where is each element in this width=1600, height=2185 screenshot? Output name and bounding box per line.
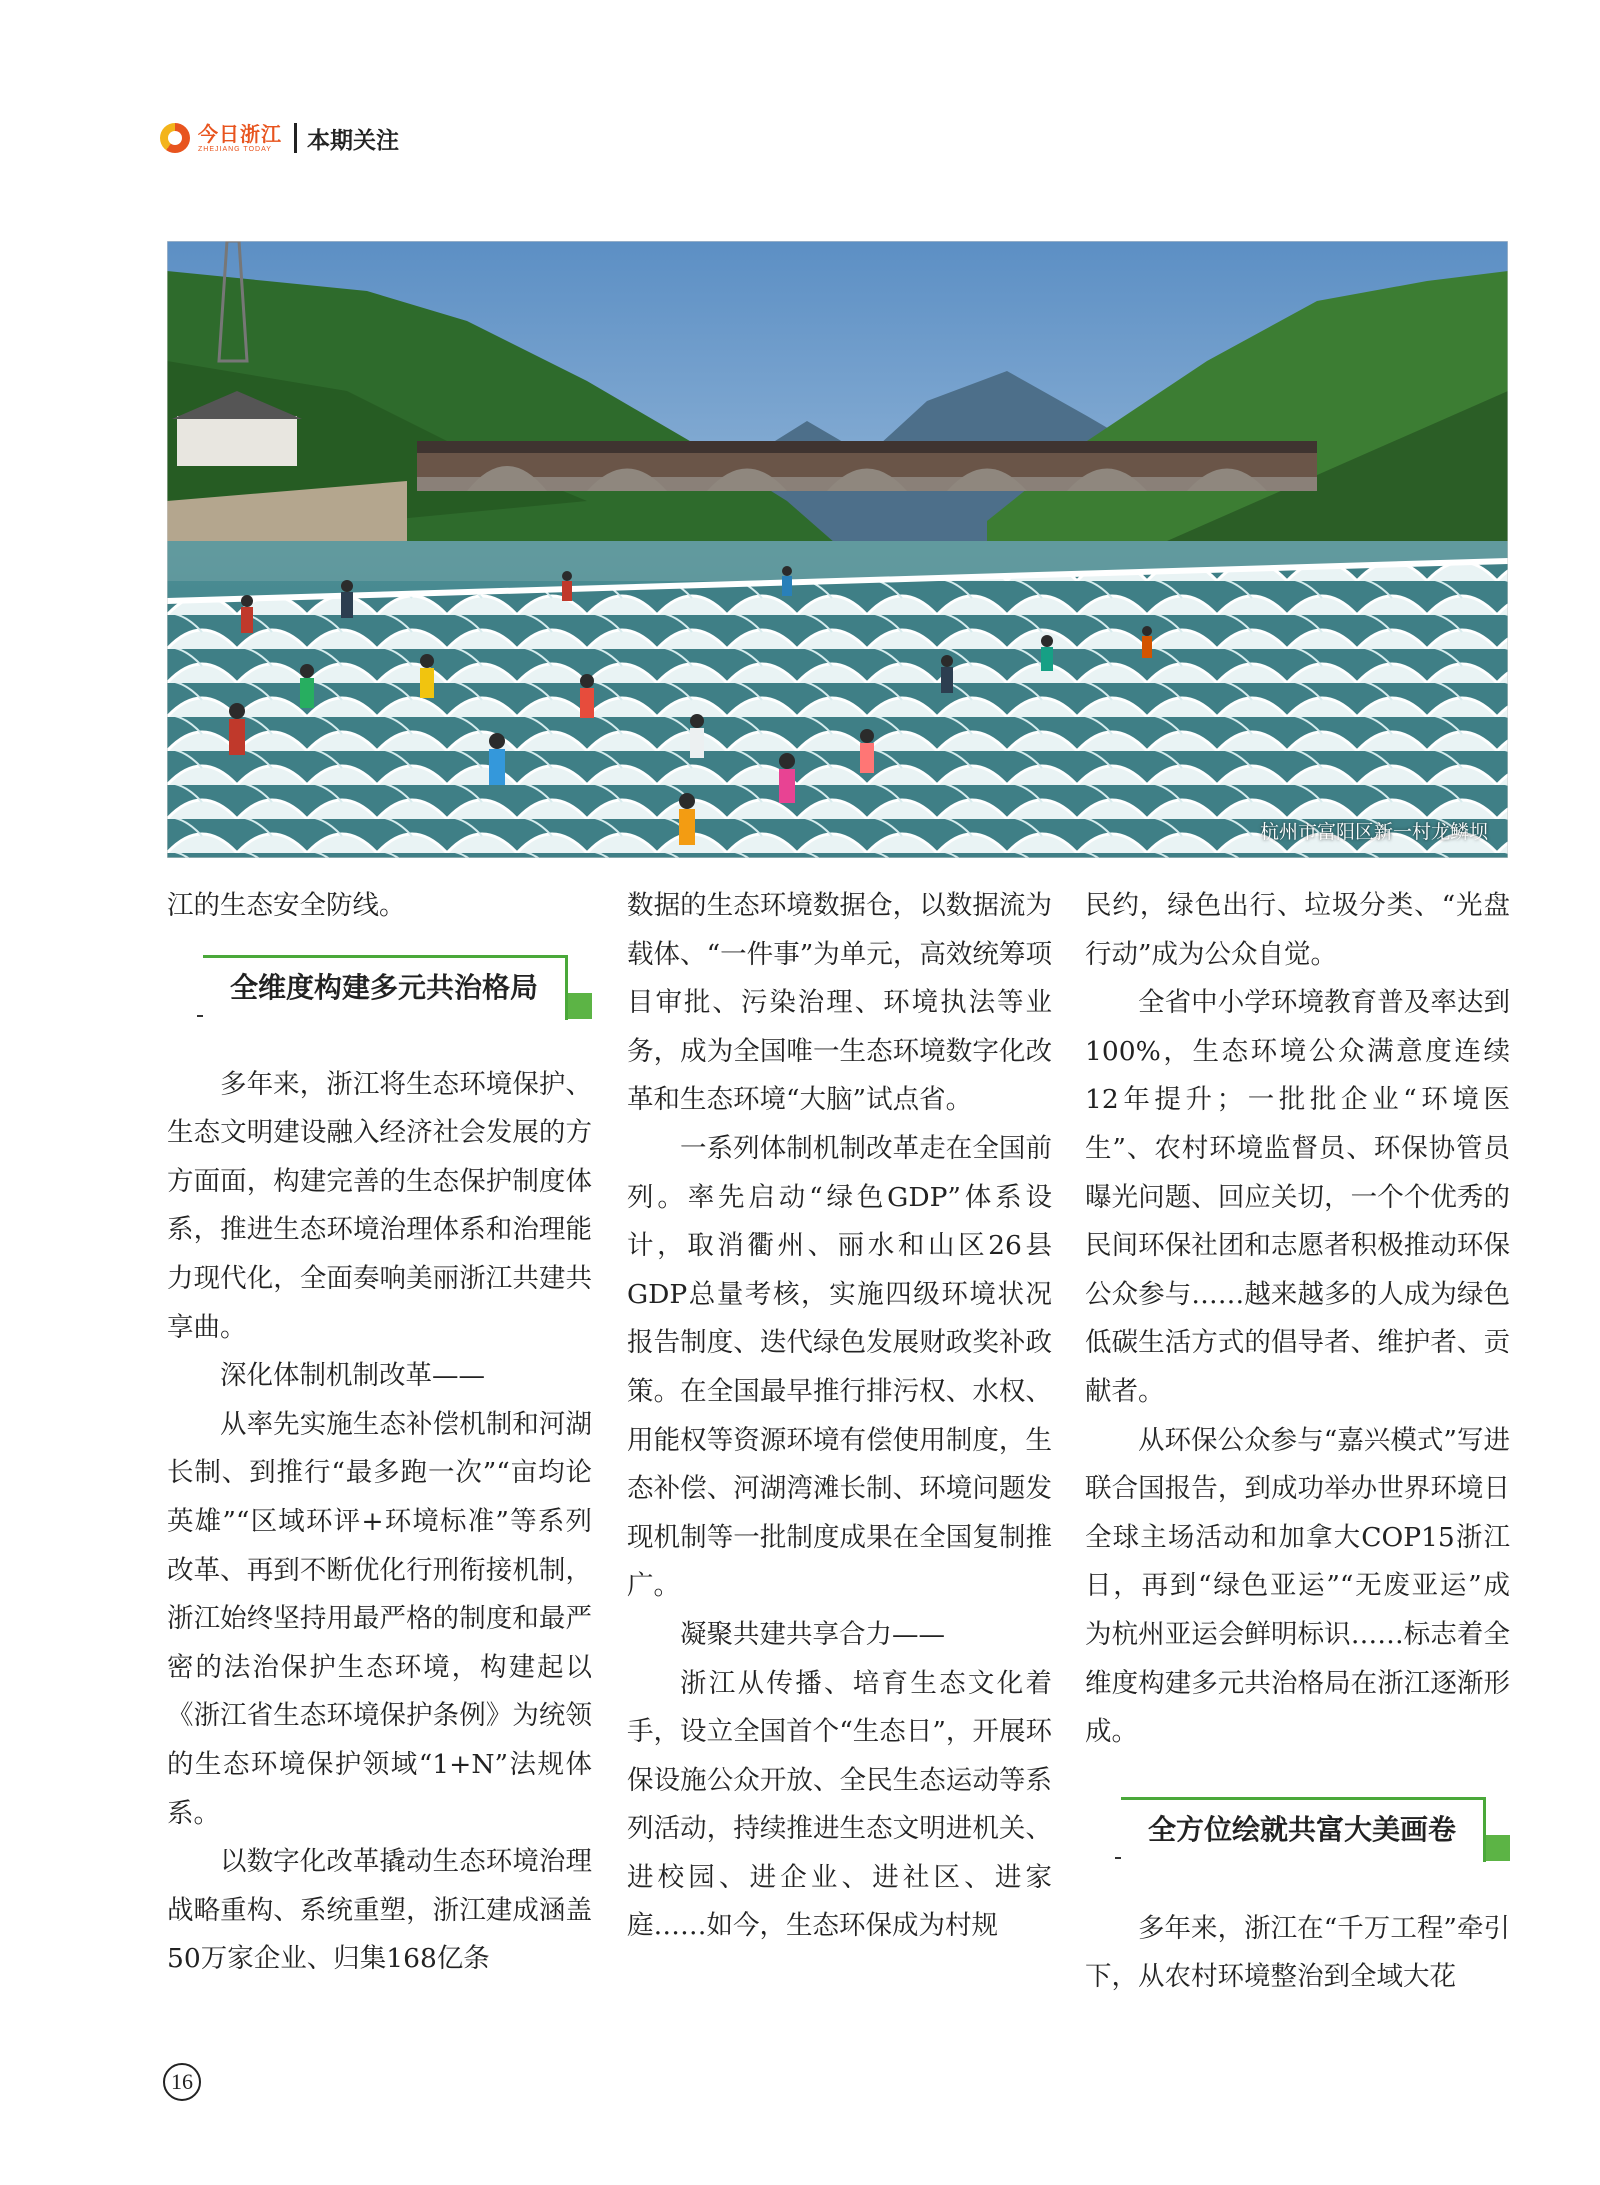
paragraph: 一系列体制机制改革走在全国前列。率先启动“绿色GDP”体系设计，取消衢州、丽水和山区26县GDP总量考核，实施四级环境状况报告制度、迭代绿色发展财政奖补政策。在全国最早推行排污权、水权、用能权等资源环境有偿使用制度，生态补偿、河湖湾滩长制、环境问题发现机制等一批制度成果在全国复制推广。	[627, 1132, 1052, 1602]
page-number: 16	[163, 2063, 201, 2101]
magazine-logo	[160, 123, 282, 153]
subheading: 凝聚共建共享合力——	[680, 1618, 945, 1650]
heading-label: 全维度构建多元共治格局	[229, 971, 538, 1005]
paragraph: 多年来，浙江在“千万工程”牵引下，从农村环境整治到全域大花	[1085, 1912, 1510, 1993]
paragraph: 民约，绿色出行、垃圾分类、“光盘行动”成为公众自觉。	[1085, 890, 1510, 970]
section-heading-1	[167, 955, 592, 1055]
logo-subtitle: ZHEJIANG TODAY	[198, 145, 272, 153]
text-column-2	[627, 882, 1052, 1951]
logo-swirl-icon	[160, 123, 190, 153]
paragraph: 全省中小学环境教育普及率达到100%，生态环境公众满意度连续12年提升；一批批企业“环境医生”、农村环境监督员、环保协管员曝光问题、回应关切，一个个优秀的民间环保社团和志愿者积极推动环保公众参与……越来越多的人成为绿色低碳生活方式的倡导者、维护者、贡献者。	[1085, 987, 1510, 1407]
paragraph: 从环保公众参与“嘉兴模式”写进联合国报告，到成功举办世界环境日全球主场活动和加拿大COP15浙江日，再到“绿色亚运”“无废亚运”成为杭州亚运会鲜明标识……标志着全维度构建多元共治格局在浙江逐渐形成。	[1085, 1424, 1510, 1748]
paragraph: 以数字化改革撬动生态环境治理战略重构、系统重塑，浙江建成涵盖50万家企业、归集168亿条	[167, 1846, 592, 1975]
photo-caption: 杭州市富阳区新一村龙鳞坝	[1259, 821, 1488, 843]
subheading: 深化体制机制改革——	[220, 1360, 485, 1392]
section-name: 本期关注	[307, 127, 399, 154]
text-column-3	[1085, 882, 1510, 2002]
paragraph: 浙江从传播、培育生态文化着手，设立全国首个“生态日”，开展环保设施公众开放、全民生态运动等系列活动，持续推进生态文明进机关、进校园、进企业、进社区、进家庭……如今，生态环保成为村规	[627, 1667, 1052, 1942]
paragraph: 数据的生态环境数据仓，以数据流为载体、“一件事”为单元，高效统筹项目审批、污染治理、环境执法等业务，成为全国唯一生态环境数字化改革和生态环境“大脑”试点省。	[627, 890, 1052, 1116]
heading-label: 全方位绘就共富大美画卷	[1147, 1813, 1456, 1847]
paragraph: 多年来，浙江将生态环境保护、生态文明建设融入经济社会发展的方方面面，构建完善的生态保护制度体系，推进生态环境治理体系和治理能力现代化，全面奏响美丽浙江共建共享曲。	[167, 1068, 592, 1343]
landscape-illustration	[167, 241, 1508, 858]
text-column-1	[167, 882, 592, 1984]
paragraph: 江的生态安全防线。	[167, 890, 406, 921]
header-divider	[294, 123, 297, 153]
paragraph: 从率先实施生态补偿机制和河湖长制、到推行“最多跑一次”“亩均论英雄”“区域环评+环境标准”等系列改革、再到不断优化行刑衔接机制，浙江始终坚持用最严格的制度和最严密的法治保护生态环境，构建起以《浙江省生态环境保护条例》为统领的生态环境保护领域“1+N”法规体系。	[167, 1408, 592, 1829]
section-heading-2	[1085, 1797, 1510, 1897]
logo-title: 今日浙江	[198, 121, 282, 146]
feature-photo	[167, 241, 1508, 858]
page-header	[160, 118, 399, 158]
